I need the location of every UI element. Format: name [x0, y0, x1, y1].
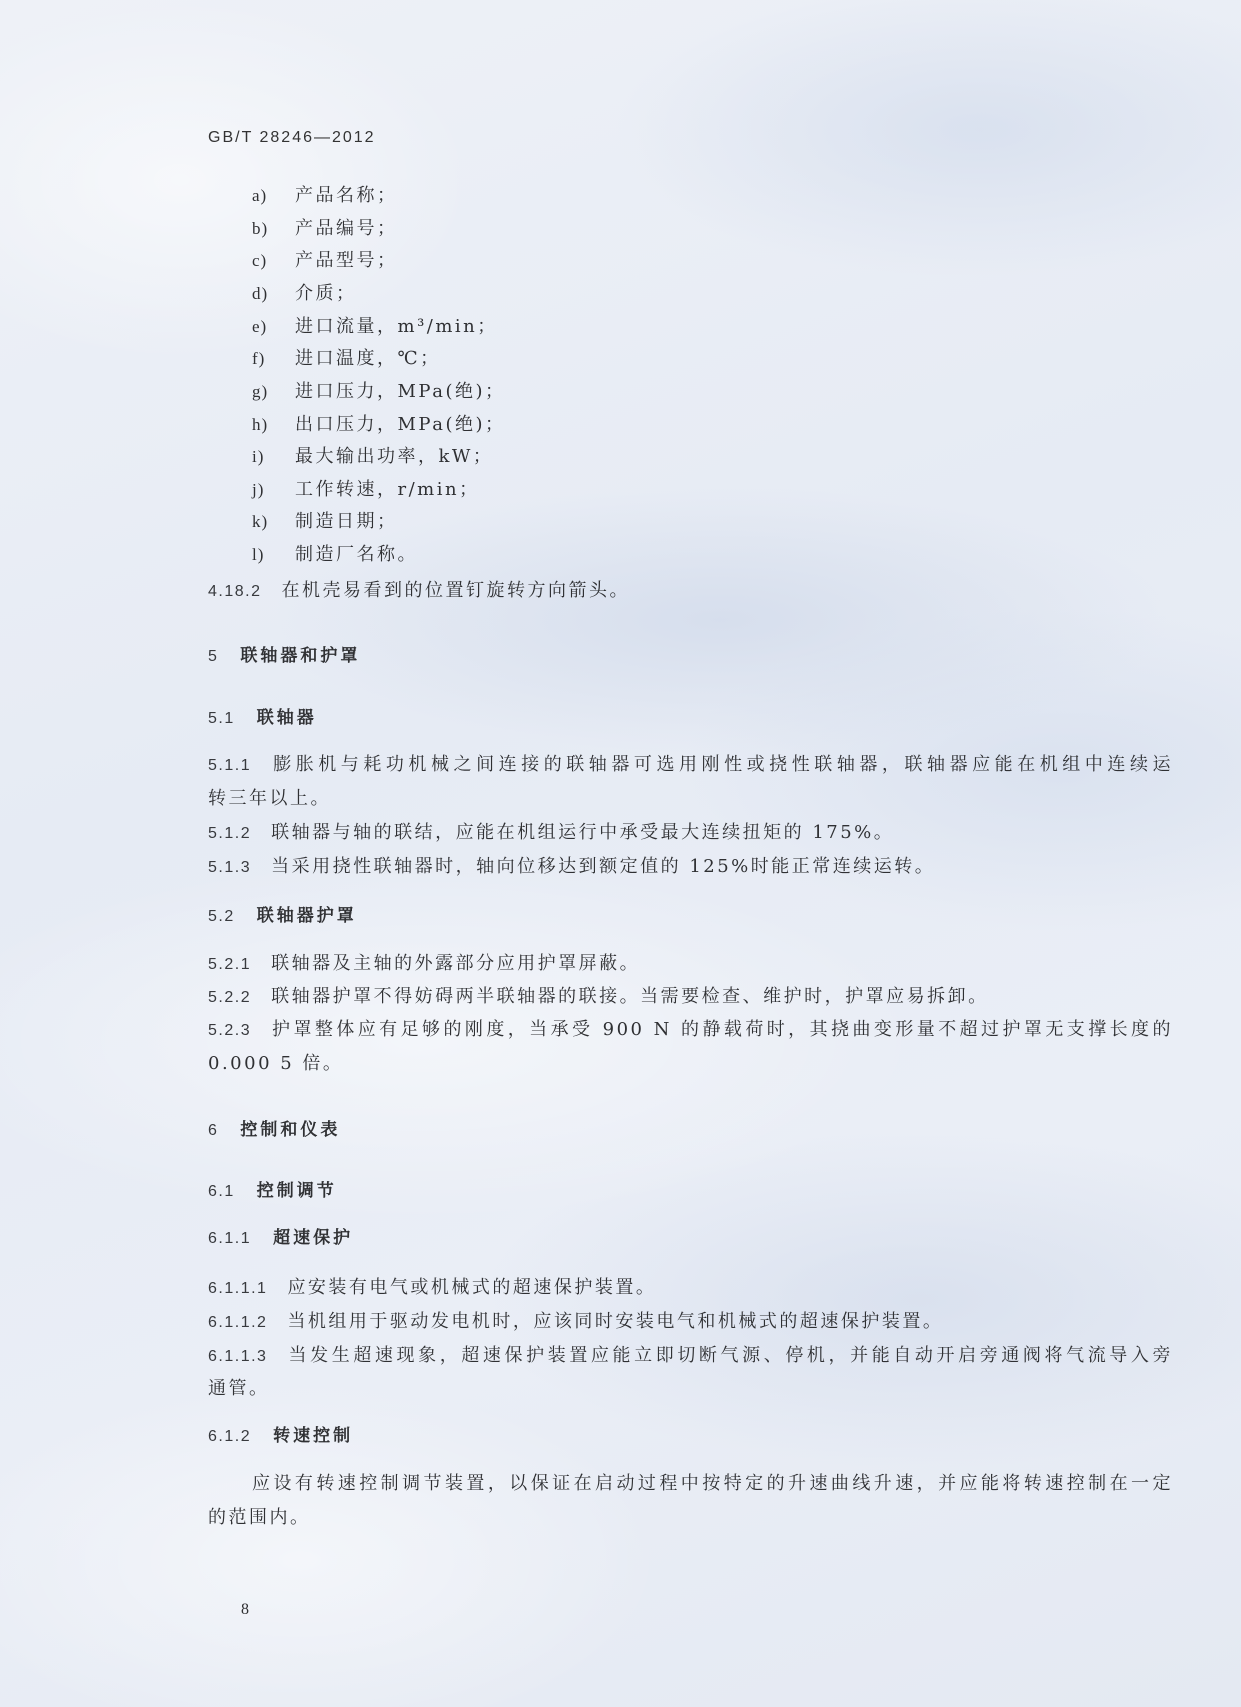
list-item	[252, 342, 441, 376]
clause-text-line: 膨胀机与耗功机械之间连接的联轴器可选用刚性或挠性联轴器，联轴器应能在机组中连续运	[271, 754, 1173, 775]
clause-5-2-1	[208, 947, 640, 981]
list-item	[252, 277, 357, 311]
clause-text: 当采用挠性联轴器时，轴向位移达到额定值的 125%时能正常连续运转。	[271, 856, 936, 877]
section-number: 5.2	[208, 908, 235, 925]
section-heading-5-2	[208, 899, 357, 933]
clause-text: 当机组用于驱动发电机时，应该同时安装电气和机械式的超速保护装置。	[287, 1311, 944, 1332]
section-number: 6.1.1	[208, 1230, 252, 1247]
clause-text: 在机壳易看到的位置钉旋转方向箭头。	[281, 580, 630, 601]
list-item-label: h)	[252, 415, 269, 434]
section-number: 5	[208, 648, 219, 665]
clause-number: 5.2.1	[208, 956, 252, 973]
clause-6-1-1-1	[208, 1271, 656, 1305]
clause-5-2-3-continued: 0.000 5 倍。	[208, 1053, 344, 1074]
clause-5-1-3	[208, 850, 935, 884]
section-heading-6-1	[208, 1174, 337, 1208]
section-heading-5-1	[208, 701, 317, 735]
clause-6-1-1-2	[208, 1305, 943, 1339]
list-item-text: 制造厂名称。	[295, 544, 418, 565]
clause-number: 6.1.1.3	[208, 1348, 268, 1365]
list-item-label: l)	[252, 545, 265, 564]
section-heading-6	[208, 1113, 340, 1147]
list-item-text: 产品编号；	[295, 218, 398, 239]
section-title: 控制调节	[256, 1181, 337, 1201]
clause-text: 应安装有电气或机械式的超速保护装置。	[287, 1277, 657, 1298]
section-title: 转速控制	[273, 1426, 354, 1446]
list-item	[252, 538, 418, 572]
section-heading-5	[208, 639, 360, 673]
section-number: 6.1	[208, 1183, 235, 1200]
list-item-label: a)	[252, 186, 268, 205]
list-item-label: c)	[252, 251, 268, 270]
list-item-text: 产品型号；	[295, 250, 398, 271]
clause-4-18-2	[208, 574, 630, 608]
section-title: 超速保护	[273, 1228, 354, 1248]
clause-number: 6.1.1.2	[208, 1314, 268, 1331]
clause-number: 4.18.2	[208, 583, 262, 600]
list-item	[252, 212, 398, 246]
list-item-text: 进口压力，MPa(绝)；	[295, 381, 506, 402]
page-number: 8	[241, 1601, 249, 1618]
clause-number: 5.1.2	[208, 825, 252, 842]
list-item-text: 制造日期；	[295, 511, 398, 532]
clause-number: 5.1.3	[208, 859, 252, 876]
section-title: 联轴器护罩	[256, 906, 357, 926]
list-item-text: 工作转速，r/min；	[295, 479, 480, 500]
clause-6-1-1-3	[208, 1339, 1173, 1373]
clause-6-1-1-3-continued: 通管。	[208, 1378, 270, 1399]
paragraph-6-1-2-continued: 的范围内。	[208, 1507, 311, 1528]
list-item-label: f)	[252, 349, 266, 368]
list-item-label: b)	[252, 219, 269, 238]
list-item	[252, 375, 506, 409]
list-item-text: 进口流量，m³/min；	[295, 316, 498, 337]
list-item	[252, 179, 398, 213]
list-item-text: 产品名称；	[295, 185, 398, 206]
list-item	[252, 244, 398, 278]
list-item-text: 进口温度，℃；	[295, 348, 441, 369]
clause-text-line: 当发生超速现象，超速保护装置应能立即切断气源、停机，并能自动开启旁通阀将气流导入旁	[287, 1345, 1173, 1366]
list-item-text: 出口压力，MPa(绝)；	[295, 414, 506, 435]
list-item-label: e)	[252, 317, 268, 336]
list-item	[252, 473, 480, 507]
section-number: 5.1	[208, 710, 235, 727]
section-number: 6	[208, 1122, 219, 1139]
list-item-text: 介质；	[295, 283, 357, 304]
clause-text: 联轴器护罩不得妨碍两半联轴器的联接。当需要检查、维护时，护罩应易拆卸。	[271, 986, 989, 1007]
section-title: 联轴器和护罩	[240, 646, 361, 666]
list-item-label: d)	[252, 284, 269, 303]
section-title: 联轴器	[256, 708, 317, 728]
clause-5-1-2	[208, 816, 894, 850]
clause-text: 联轴器与轴的联结，应能在机组运行中承受最大连续扭矩的 175%。	[271, 822, 895, 843]
clause-number: 5.1.1	[208, 757, 252, 774]
clause-number: 5.2.3	[208, 1022, 252, 1039]
clause-text-line: 护罩整体应有足够的刚度，当承受 900 N 的静载荷时，其挠曲变形量不超过护罩无支撑长度的	[271, 1019, 1173, 1040]
paragraph-6-1-2: 应设有转速控制调节装置，以保证在启动过程中按特定的升速曲线升速，并应能将转速控制在一定	[252, 1473, 1173, 1494]
list-item-text: 最大输出功率，kW；	[295, 446, 494, 467]
clause-5-1-1-continued: 转三年以上。	[208, 788, 331, 809]
list-item-label: j)	[252, 480, 265, 499]
section-title: 控制和仪表	[240, 1120, 341, 1140]
list-item-label: i)	[252, 447, 265, 466]
clause-text: 联轴器及主轴的外露部分应用护罩屏蔽。	[271, 953, 641, 974]
list-item	[252, 505, 398, 539]
clause-5-1-1	[208, 748, 1173, 782]
standard-code-header: GB/T 28246—2012	[208, 129, 376, 146]
list-item-label: k)	[252, 512, 269, 531]
list-item	[252, 310, 498, 344]
section-heading-6-1-1	[208, 1221, 353, 1255]
clause-number: 6.1.1.1	[208, 1280, 268, 1297]
list-item-label: g)	[252, 382, 269, 401]
list-item	[252, 440, 493, 474]
clause-5-2-3	[208, 1013, 1173, 1047]
section-heading-6-1-2	[208, 1419, 353, 1453]
list-item	[252, 408, 506, 442]
clause-number: 5.2.2	[208, 989, 252, 1006]
clause-5-2-2	[208, 980, 989, 1014]
section-number: 6.1.2	[208, 1428, 252, 1445]
